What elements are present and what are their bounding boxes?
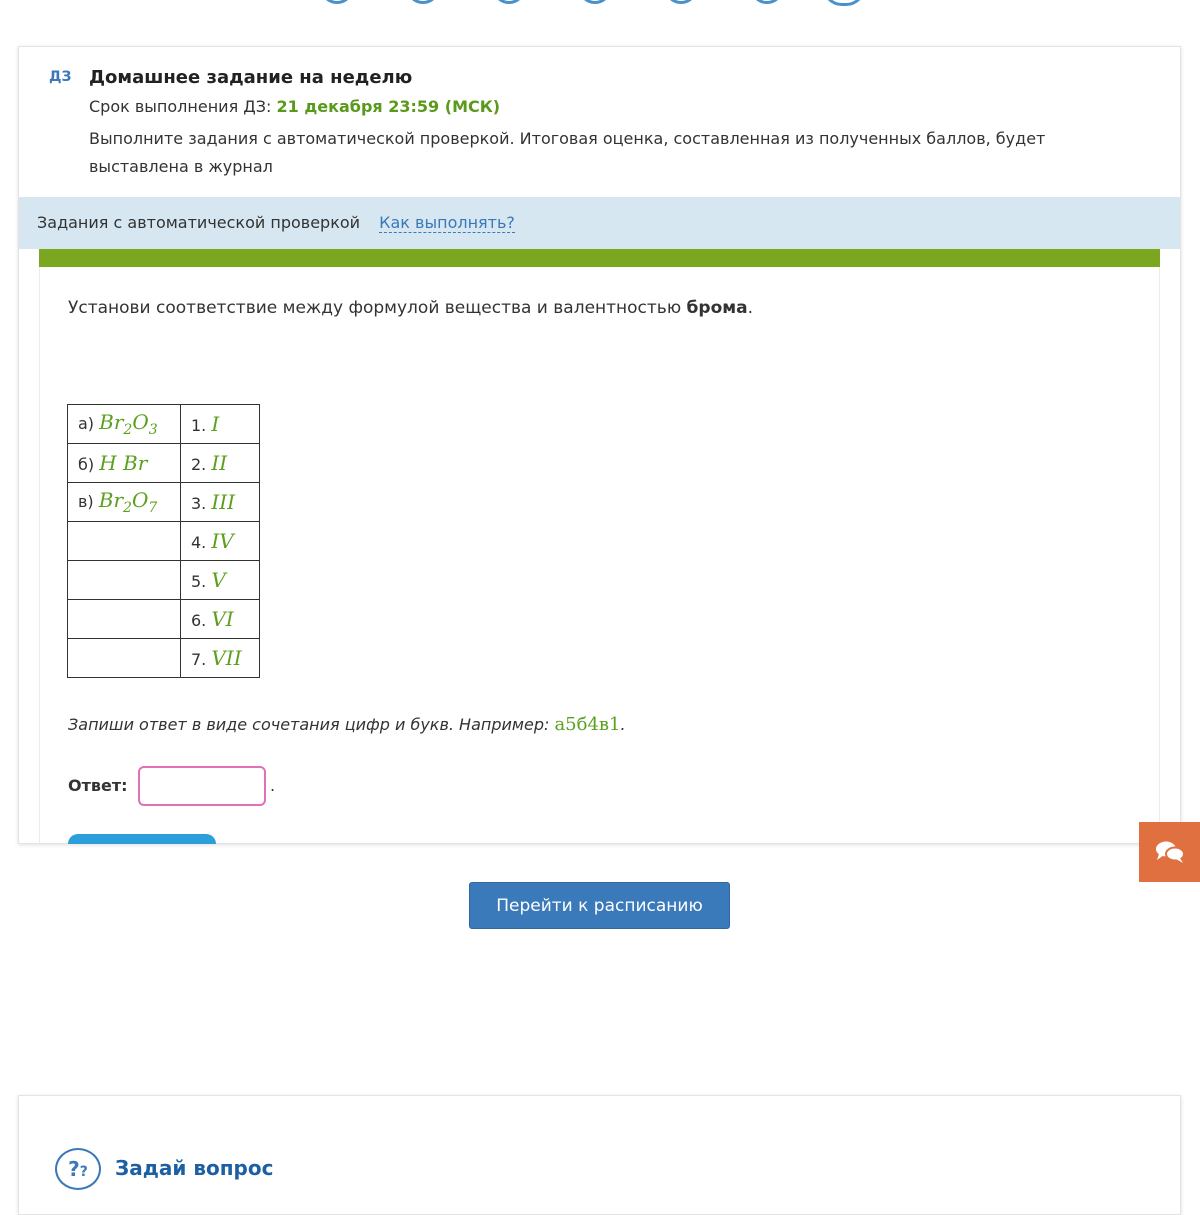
schedule-button[interactable]: Перейти к расписанию bbox=[469, 882, 730, 929]
formula bbox=[98, 488, 158, 516]
valence-value: II bbox=[211, 451, 228, 475]
valence-cell bbox=[181, 405, 260, 444]
valence-number: 2. bbox=[191, 455, 212, 474]
table-row bbox=[68, 405, 260, 444]
homework-title: Домашнее задание на неделю bbox=[89, 67, 413, 88]
formula-letter: б) bbox=[78, 455, 100, 474]
table-row bbox=[68, 600, 260, 639]
answer-label: Ответ: bbox=[68, 776, 128, 795]
valence-cell bbox=[181, 600, 260, 639]
formula-cell bbox=[68, 483, 181, 522]
homework-badge: ДЗ bbox=[49, 69, 72, 85]
ask-question-card bbox=[18, 1095, 1181, 1215]
formula-subscript: 7 bbox=[148, 500, 158, 516]
formula-letter: в) bbox=[78, 492, 99, 511]
valence-cell bbox=[181, 483, 260, 522]
valence-value: I bbox=[211, 412, 220, 436]
formula bbox=[99, 451, 147, 475]
table-row bbox=[68, 444, 260, 483]
step-dot-current[interactable] bbox=[822, 0, 866, 6]
table-row bbox=[68, 483, 260, 522]
valence-value: V bbox=[211, 568, 226, 592]
question-icon-small: ? bbox=[79, 1164, 88, 1180]
homework-description: Выполните задания с автоматической проверкой. Итоговая оценка, составленная из полученных баллов, будет выставлена в журнал bbox=[89, 129, 1046, 176]
question-icon-glyph: ? bbox=[68, 1157, 80, 1181]
formula-subscript: 3 bbox=[148, 422, 158, 438]
valence-value: VII bbox=[211, 646, 242, 670]
step-dot[interactable] bbox=[406, 0, 440, 4]
question-text: Установи соответствие между формулой вещества и валентностью bbox=[68, 298, 687, 318]
formula-cell bbox=[68, 561, 181, 600]
table-row bbox=[68, 522, 260, 561]
question-suffix: . bbox=[747, 298, 754, 318]
formula-cell bbox=[68, 600, 181, 639]
formula-element: Br bbox=[98, 488, 124, 512]
formula-subscript: 2 bbox=[123, 500, 132, 516]
answer-input[interactable] bbox=[138, 766, 266, 806]
homework-deadline bbox=[89, 97, 500, 116]
step-indicators bbox=[320, 0, 880, 8]
valence-number: 1. bbox=[191, 416, 212, 435]
valence-cell bbox=[181, 561, 260, 600]
step-dot[interactable] bbox=[750, 0, 784, 4]
valence-number: 7. bbox=[191, 650, 212, 669]
submit-button[interactable] bbox=[68, 834, 216, 844]
auto-check-label: Задания с автоматической проверкой bbox=[37, 213, 361, 232]
formula-cell bbox=[68, 405, 181, 444]
how-to-link[interactable]: Как выполнять? bbox=[379, 213, 515, 232]
valence-number: 3. bbox=[191, 494, 212, 513]
valence-cell bbox=[181, 522, 260, 561]
formula-letter: а) bbox=[78, 414, 100, 433]
step-dot[interactable] bbox=[664, 0, 698, 4]
valence-cell bbox=[181, 444, 260, 483]
step-dot[interactable] bbox=[320, 0, 354, 4]
deadline-label: Срок выполнения ДЗ: bbox=[89, 97, 277, 116]
task-header-strip bbox=[39, 249, 1160, 267]
step-dot[interactable] bbox=[492, 0, 526, 4]
valence-value: III bbox=[211, 490, 236, 514]
formula-cell bbox=[68, 639, 181, 678]
table-row bbox=[68, 561, 260, 600]
valence-cell bbox=[181, 639, 260, 678]
deadline-value: 21 декабря 23:59 (МСК) bbox=[276, 97, 501, 116]
step-dot[interactable] bbox=[578, 0, 612, 4]
hint-text: Запиши ответ в виде сочетания цифр и букв. Например: bbox=[68, 715, 555, 734]
chat-button[interactable] bbox=[1139, 822, 1200, 882]
formula-element: H Br bbox=[99, 451, 148, 475]
valence-value: IV bbox=[211, 529, 234, 553]
chat-icon bbox=[1155, 840, 1185, 864]
formula-cell bbox=[68, 444, 181, 483]
formula-subscript: 2 bbox=[123, 422, 133, 438]
valence-number: 6. bbox=[191, 611, 212, 630]
question-icon bbox=[55, 1148, 101, 1190]
question-bold: брома bbox=[686, 298, 748, 318]
valence-value: VI bbox=[211, 607, 234, 631]
hint-example: а5б4в1 bbox=[554, 714, 621, 735]
formula-element: O bbox=[132, 410, 149, 434]
answer-suffix: . bbox=[270, 776, 276, 795]
valence-number: 4. bbox=[191, 533, 212, 552]
hint-end: . bbox=[620, 715, 626, 734]
valence-number: 5. bbox=[191, 572, 212, 591]
table-row bbox=[68, 639, 260, 678]
formula-element: Br bbox=[99, 410, 124, 434]
task-question bbox=[68, 298, 753, 318]
answer-hint bbox=[68, 714, 626, 735]
matching-table bbox=[67, 404, 260, 678]
auto-check-bar bbox=[19, 197, 1180, 249]
formula-cell bbox=[68, 522, 181, 561]
formula bbox=[99, 410, 158, 438]
ask-question-title[interactable]: Задай вопрос bbox=[115, 1156, 274, 1180]
formula-element: O bbox=[131, 488, 149, 512]
